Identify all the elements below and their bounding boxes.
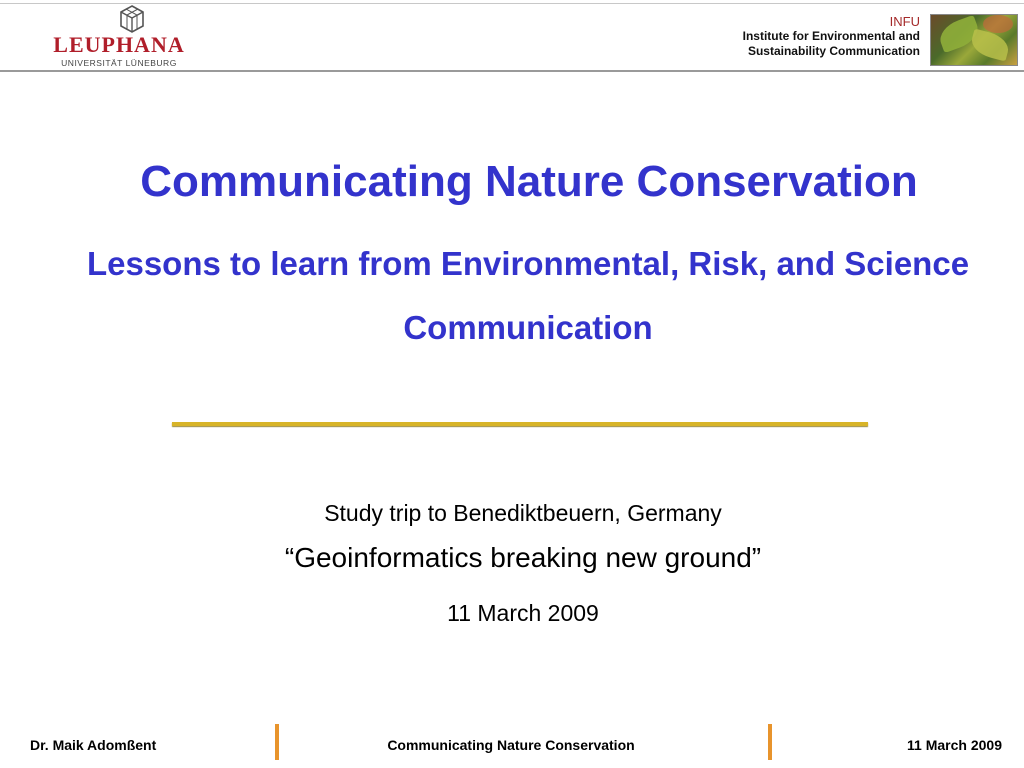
footer-author: Dr. Maik Adomßent (30, 737, 157, 753)
footer-date: 11 March 2009 (907, 737, 1002, 753)
institute-name-line1: Institute for Environmental and (742, 29, 920, 43)
footer-separator (768, 724, 772, 760)
header-bottom-rule (0, 70, 1024, 72)
slide-title: Communicating Nature Conservation (140, 157, 918, 206)
institute-acronym: INFU (889, 14, 920, 29)
event-motto: “Geoinformatics breaking new ground” (284, 542, 762, 573)
leaves-photo (930, 14, 1018, 66)
institute-block (743, 14, 920, 59)
footer-title: Communicating Nature Conservation (387, 737, 635, 753)
leuphana-logo (14, 4, 224, 66)
logo-wordmark: LEUPHANA (53, 32, 185, 57)
event-date: 11 March 2009 (447, 600, 599, 626)
event-description: Study trip to Benediktbeuern, Germany (324, 500, 722, 526)
institute-name-line2: Sustainability Communication (747, 44, 920, 58)
logo-subtitle: UNIVERSITÄT LÜNEBURG (61, 58, 177, 68)
title-divider (172, 422, 868, 426)
slide-subtitle: Lessons to learn from Environmental, Risk, and Science Communication (86, 245, 970, 346)
slide-header (0, 0, 1024, 72)
cube-outline-icon (119, 4, 145, 34)
